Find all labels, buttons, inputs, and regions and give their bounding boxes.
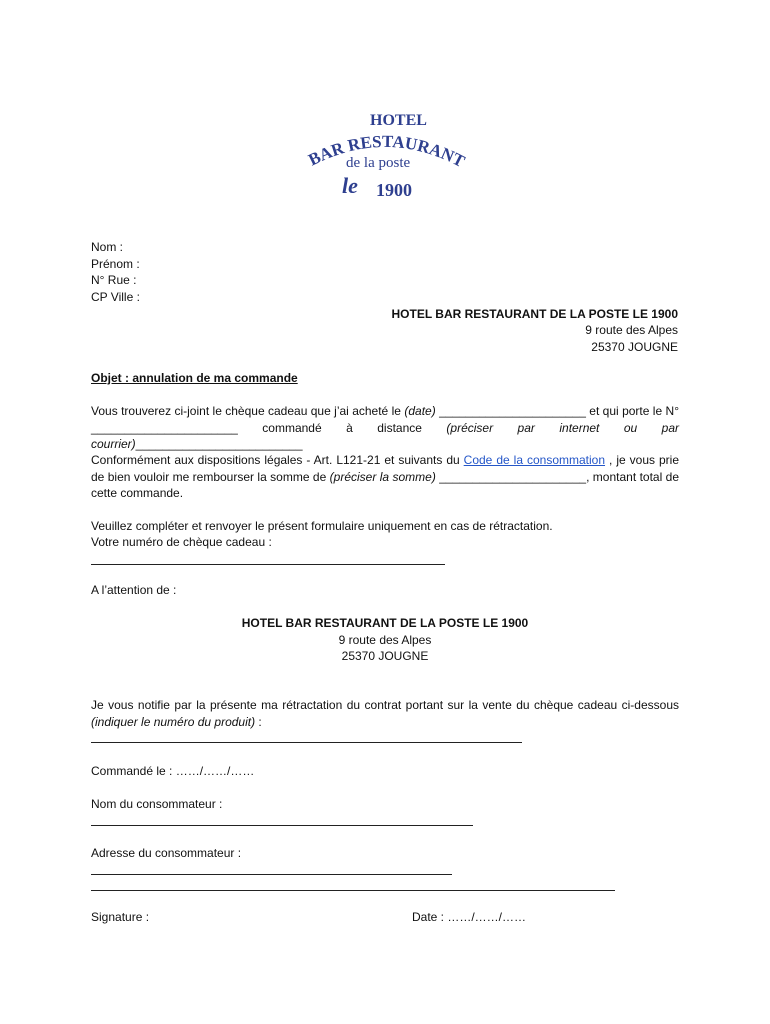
product-number-field[interactable]: [91, 742, 522, 743]
logo-line2: BAR RESTAURANT: [305, 131, 468, 172]
paragraph-purchase: Vous trouverez ci-joint le chèque cadeau que j’ai acheté le (date) ______________________ et qui porte le N° ______________________ commandé à distance (préciser par internet ou par courrier)_________________________: [91, 404, 679, 451]
sender-nom: Nom :: [91, 240, 124, 254]
attention-label: A l’attention de :: [91, 583, 177, 597]
logo-line3: de la poste: [346, 155, 411, 171]
recipient-name: HOTEL BAR RESTAURANT DE LA POSTE LE 1900: [391, 307, 678, 321]
subject-line: Objet : annulation de ma commande: [91, 371, 298, 385]
hotel-logo: [300, 105, 470, 215]
signature-label: Signature :: [91, 910, 150, 924]
cheque-number-label: Votre numéro de chèque cadeau :: [91, 535, 272, 549]
logo-line4b: 1900: [376, 180, 412, 200]
consumer-name-label: Nom du consommateur :: [91, 797, 223, 811]
consumer-name-field[interactable]: [91, 825, 473, 826]
logo-line1: HOTEL: [370, 112, 427, 129]
recipient-street: 9 route des Alpes: [585, 323, 678, 337]
addressee-city: 25370 JOUGNE: [341, 649, 429, 663]
paragraph-instructions: Veuillez compléter et renvoyer le présent formulaire uniquement en cas de rétractation.: [91, 519, 553, 533]
paragraph-notification: Je vous notifie par la présente ma rétractation du contrat portant sur la vente du chèque cadeau ci-dessous (indiquer le numéro du produit) :: [91, 698, 679, 729]
code-consommation-link[interactable]: Code de la consommation: [463, 453, 606, 467]
consumer-address-label: Adresse du consommateur :: [91, 846, 242, 860]
sender-rue: N° Rue :: [91, 273, 137, 287]
order-date-label: Commandé le : ……/……/……: [91, 764, 255, 778]
addressee-street: 9 route des Alpes: [338, 633, 432, 647]
consumer-address-field-1[interactable]: [91, 874, 452, 875]
logo-line4a: le: [342, 173, 358, 198]
consumer-address-field-2[interactable]: [91, 890, 615, 891]
sender-ville: CP Ville :: [91, 290, 140, 304]
recipient-city: 25370 JOUGNE: [591, 340, 678, 354]
addressee-name: HOTEL BAR RESTAURANT DE LA POSTE LE 1900: [241, 616, 529, 630]
sender-prenom: Prénom :: [91, 257, 140, 271]
paragraph-refund: Conformément aux dispositions légales - Art. L121-21 et suivants du Code de la consommation , je vous prie de bien vouloir me rembourser la somme de (préciser la somme) ______________________, montant total de cette commande.: [91, 453, 680, 500]
cheque-number-field[interactable]: [91, 564, 445, 565]
date-label: Date : ……/……/……: [412, 910, 527, 924]
